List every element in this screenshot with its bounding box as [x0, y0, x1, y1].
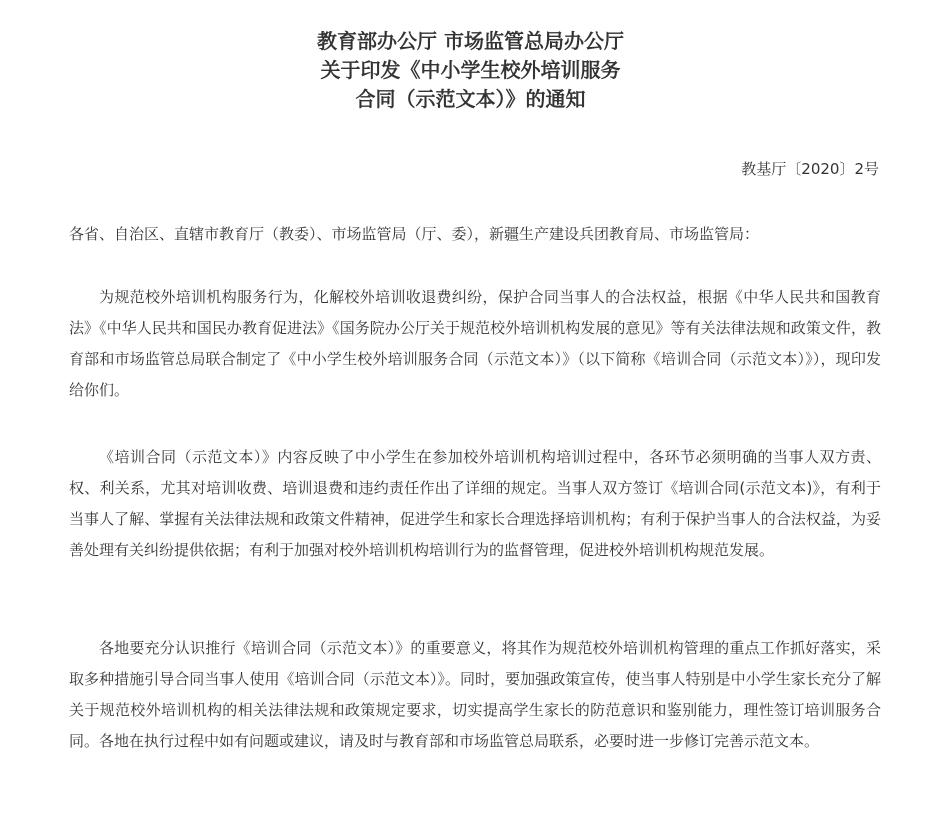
document-title [0, 27, 941, 114]
title-line-3: 合同（示范文本）》的通知 [355, 87, 586, 111]
title-line-2: 关于印发《中小学生校外培训服务 [320, 58, 621, 82]
body-paragraph-2: 《培训合同（示范文本）》内容反映了中小学生在参加校外培训机构培训过程中，各环节必须明确的当事人双方责、权、利关系，尤其对培训收费、培训退费和违约责任作出了详细的规定。当事人双方签订《培训合同(示范文本)》，有利于当事人了解、掌握有关法律法规和政策文件精神，促进学生和家长合理选择培训机构；有利于保护当事人的合法权益，为妥善处理有关纠纷提供依据；有利于加强对校外培训机构培训行为的监督管理，促进校外培训机构规范发展。 [69, 448, 881, 559]
body-paragraph-3: 各地要充分认识推行《培训合同（示范文本）》的重要意义，将其作为规范校外培训机构管理的重点工作抓好落实，采取多种措施引导合同当事人使用《培训合同（示范文本）》。同时，要加强政策宣传，使当事人特别是中小学生家长充分了解关于规范校外培训机构的相关法律法规和政策规定要求，切实提高学生家长的防范意识和鉴别能力，理性签订培训服务合同。各地在执行过程中如有问题或建议，请及时与教育部和市场监管总局联系，必要时进一步修订完善示范文本。 [69, 639, 881, 750]
document-number: 教基厅〔2020〕2号 [741, 160, 879, 178]
title-line-1: 教育部办公厅 市场监管总局办公厅 [317, 29, 624, 53]
salutation: 各省、自治区、直辖市教育厅（教委）、市场监管局（厅、委），新疆生产建设兵团教育局、市场监管局： [69, 225, 760, 243]
body-paragraph-1: 为规范校外培训机构服务行为，化解校外培训收退费纠纷，保护合同当事人的合法权益，根据《中华人民共和国教育法》《中华人民共和国民办教育促进法》《国务院办公厅关于规范校外培训机构发展的意见》等有关法律法规和政策文件，教育部和市场监管总局联合制定了《中小学生校外培训服务合同（示范文本）》（以下简称《培训合同（示范文本）》），现印发给你们。 [69, 288, 881, 399]
